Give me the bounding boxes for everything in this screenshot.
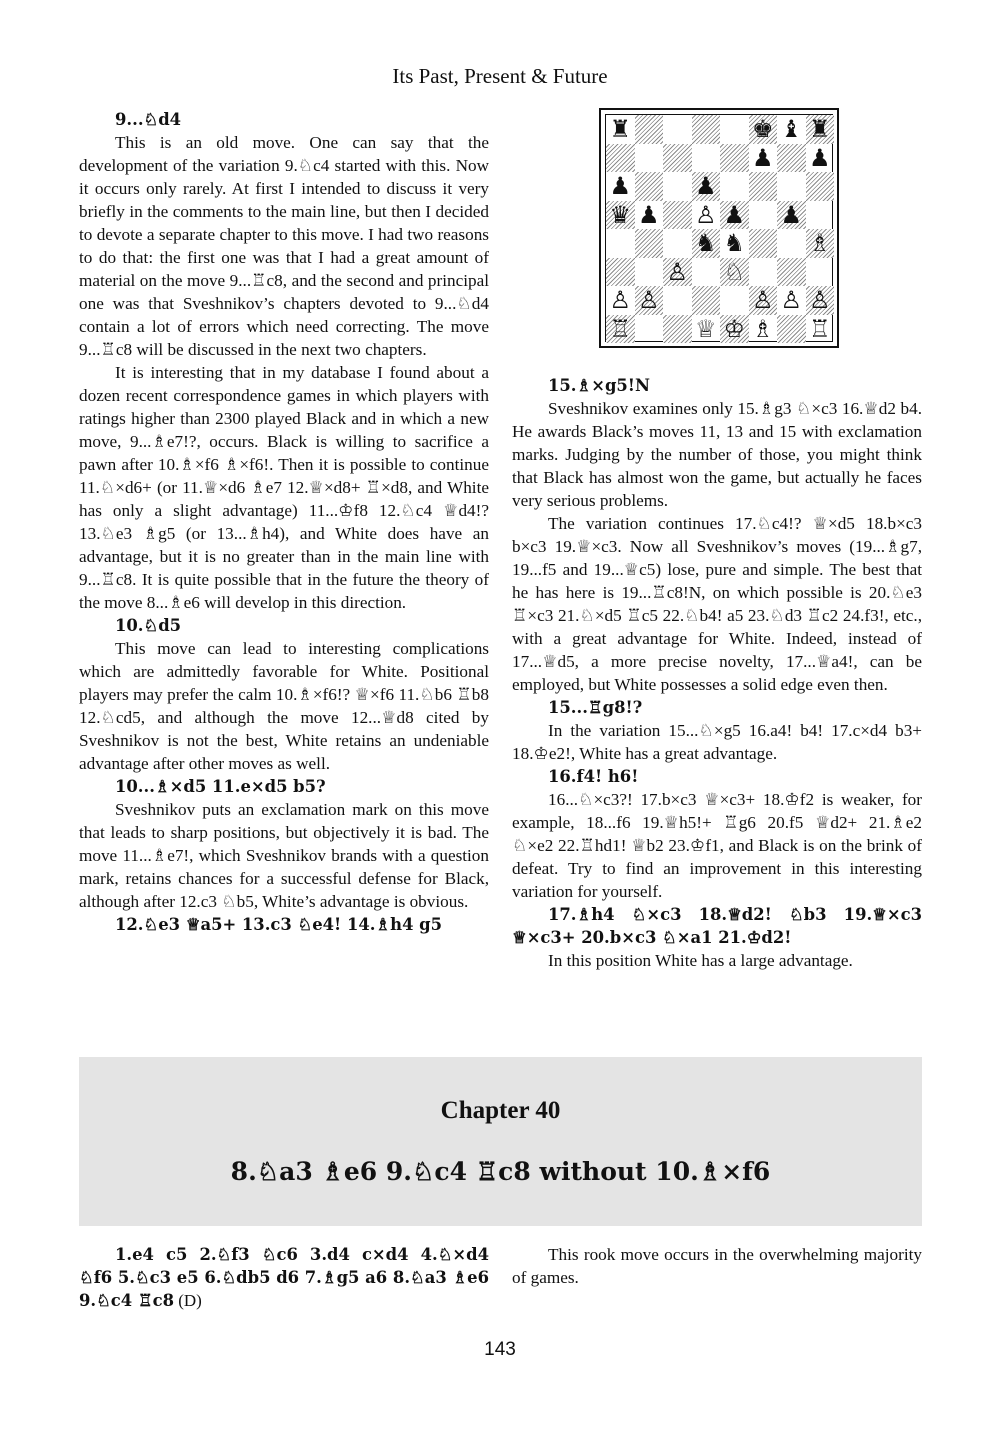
move-heading: 9...♘d4: [115, 110, 182, 129]
board-square: [720, 115, 749, 144]
board-square: [635, 286, 664, 315]
board-square: [635, 115, 664, 144]
board-square: [806, 229, 835, 258]
chess-piece: ♙: [751, 286, 774, 315]
board-square: [806, 115, 835, 144]
move-heading: 15.♗×g5!N: [548, 376, 650, 395]
board-square: [663, 315, 692, 344]
commentary-paragraph: Sveshnikov puts an exclamation mark on this move that leads to sharp positions, but objectively it is bad. The move 11...♗e7!, which Sveshnikov brands with a question mark, retains chances for a successful defense for Black, although after 12.c3 ♘b5, White’s advantage is obvious.: [79, 800, 489, 911]
chess-piece: ♙: [780, 286, 802, 315]
chess-piece: ♞: [694, 229, 717, 258]
chapter-intro: [512, 1243, 922, 1289]
chess-diagram: [599, 108, 839, 348]
commentary-paragraph: This is an old move. One can say that the development of the variation 9.♘c4 started with this. Now it occurs only rarely. At first I intended to discuss it very briefly in the comments to the main line, but then I decided to devote a separate chapter to this move. I had two reasons to do that: the first one was that I had a great amount of material on the move 9...♖c8, and the second and principal one was that Sveshnikov’s chapters devoted to 9...♘d4 contain a lot of errors which need correcting. The move 9...♖c8 will be discussed in the next two chapters.: [79, 133, 489, 359]
chess-piece: ♜: [808, 115, 831, 144]
chess-board: [605, 114, 833, 342]
board-square: [749, 172, 778, 201]
chapter-title: 8.♘a3 ♗e6 9.♘c4 ♖c8 without 10.♗×f6: [230, 1157, 771, 1186]
board-square: [749, 286, 778, 315]
board-square: [749, 229, 778, 258]
board-square: [606, 315, 635, 344]
board-square: [692, 286, 721, 315]
board-square: [777, 172, 806, 201]
chess-piece: ♙: [808, 286, 831, 315]
board-square: [663, 115, 692, 144]
board-square: [663, 258, 692, 287]
board-square: [777, 315, 806, 344]
board-square: [663, 144, 692, 173]
board-square: [663, 201, 692, 230]
chapter-label: Chapter 40: [440, 1097, 561, 1124]
move-heading: 17.♗h4 ♘×c3 18.♕d2! ♘b3 19.♕×c3 ♕×c3+ 20.b×c3 ♘×a1 21.♔d2!: [512, 905, 922, 947]
board-square: [777, 258, 806, 287]
board-square: [692, 229, 721, 258]
board-square: [720, 172, 749, 201]
running-head: Its Past, Present & Future: [392, 64, 608, 88]
board-square: [720, 258, 749, 287]
board-square: [749, 144, 778, 173]
board-square: [606, 172, 635, 201]
commentary-paragraph: The variation continues 17.♘c4!? ♕×d5 18.b×c3 b×c3 19.♕×c3. Now all Sveshnikov’s moves (19...♗g7, 19...f5 and 19...♕c5) lose, pure and simple. The best that he has here is 19...♖c8!N, on which possible is 20.♘e3 ♖×c3 21.♘×d5 ♖c5 22.♘b4! a5 23.♘d3 ♖c2 24.f3!, etc., with a great advantage for White. Indeed, instead of 17...♕d5, a more precise novelty, 17...♕a4!, can be employed, but White possesses a solid edge even then.: [512, 514, 922, 694]
chess-piece: ♔: [723, 314, 745, 343]
board-square: [806, 286, 835, 315]
commentary-paragraph: In this position White has a large advantage.: [548, 951, 853, 970]
chapter-heading-box: [79, 1057, 922, 1226]
chapter-intro-text: This rook move occurs in the overwhelming majority of games.: [512, 1245, 922, 1287]
board-square: [663, 286, 692, 315]
board-square: [777, 144, 806, 173]
board-square: [606, 115, 635, 144]
board-square: [606, 144, 635, 173]
board-square: [635, 315, 664, 344]
move-heading: 10.♘d5: [115, 616, 182, 635]
chess-piece: ♗: [751, 314, 774, 343]
page-number: 143: [484, 1339, 516, 1360]
chess-piece: ♙: [666, 257, 688, 286]
chess-piece: ♖: [808, 314, 831, 343]
commentary-paragraph: Sveshnikov examines only 15.♗g3 ♘×c3 16.♕d2 b4. He awards Black’s moves 11, 13 and 15 with exclamation marks. Judging by the number of those, you might think that Black has almost won the game, but actually he faces very serious problems.: [512, 399, 922, 510]
board-square: [692, 201, 721, 230]
board-square: [663, 172, 692, 201]
board-square: [806, 315, 835, 344]
board-square: [635, 258, 664, 287]
move-heading: 15...♖g8!?: [548, 698, 643, 717]
commentary-paragraph: In the variation 15...♘×g5 16.a4! b4! 17.c×d4 b3+ 18.♔e2!, White has a great advantage.: [512, 721, 922, 763]
board-square: [606, 229, 635, 258]
board-square: [635, 144, 664, 173]
board-square: [606, 201, 635, 230]
board-square: [692, 258, 721, 287]
move-heading: 12.♘e3 ♕a5+ 13.c3 ♘e4! 14.♗h4 g5: [115, 915, 443, 934]
board-square: [720, 315, 749, 344]
chess-piece: ♙: [609, 286, 631, 315]
commentary-paragraph: It is interesting that in my database I found about a dozen recent correspondence games in which players with ratings higher than 2300 played Black and in which a new move, 9...♗e7!?, occurs. Black is willing to sacrifice a pawn after 10.♗×f6 ♗×f6!. Then it is possible to continue 11.♘×d6+ (or 11.♕×d6 ♗e7 12.♕×d8+ ♖×d8, and White has only a slight advantage) 11...♔f8 12.♘c4 ♕d4!? 13.♘e3 ♗g5 (or 13...♗h4), and White does have an advantage, but it is no greater than in the main line with 9...♖c8. It is quite possible that in the future the theory of the move 8...♗e6 will develop in this direction.: [79, 363, 489, 612]
board-square: [720, 201, 749, 230]
chess-piece: ♟: [637, 200, 660, 229]
board-square: [806, 258, 835, 287]
left-column: [79, 108, 489, 936]
chess-piece: ♙: [694, 200, 717, 229]
board-square: [720, 286, 749, 315]
board-square: [777, 201, 806, 230]
board-square: [720, 229, 749, 258]
right-column: [512, 374, 922, 972]
board-square: [777, 115, 806, 144]
diagram-marker: (D): [173, 1291, 202, 1310]
board-square: [806, 201, 835, 230]
board-square: [692, 144, 721, 173]
chess-piece: ♟: [780, 200, 802, 229]
board-square: [806, 172, 835, 201]
chess-piece: ♛: [609, 200, 631, 229]
move-heading: 10...♗×d5 11.e×d5 b5?: [115, 777, 326, 796]
commentary-paragraph: This move can lead to interesting complications which are admittedly favorable for White. Positional players may prefer the calm 10.♗×f6!? ♕×f6 11.♘b6 ♖b8 12.♘cd5, and although the move 12...♕d8 cited by Sveshnikov is not the best, White retains an undeniable advantage after other moves as well.: [79, 639, 489, 773]
chess-piece: ♘: [723, 257, 745, 286]
chess-piece: ♙: [637, 286, 660, 315]
board-square: [635, 172, 664, 201]
chess-piece: ♟: [751, 143, 774, 172]
board-square: [606, 286, 635, 315]
chess-piece: ♟: [723, 200, 745, 229]
chess-piece: ♟: [694, 172, 717, 201]
board-square: [749, 115, 778, 144]
board-square: [692, 115, 721, 144]
board-square: [692, 315, 721, 344]
move-heading: 16.f4! h6!: [548, 767, 639, 786]
board-square: [749, 315, 778, 344]
board-square: [663, 229, 692, 258]
chess-piece: ♚: [751, 115, 774, 144]
chess-piece: ♖: [609, 314, 631, 343]
board-square: [606, 258, 635, 287]
chess-piece: ♝: [780, 115, 802, 144]
board-square: [692, 172, 721, 201]
board-square: [777, 229, 806, 258]
chess-piece: ♞: [723, 229, 745, 258]
chess-piece: ♗: [808, 229, 831, 258]
chess-piece: ♜: [609, 115, 631, 144]
board-square: [749, 258, 778, 287]
board-square: [777, 286, 806, 315]
board-square: [635, 229, 664, 258]
board-square: [635, 201, 664, 230]
chess-piece: ♕: [694, 314, 717, 343]
opening-moves-text: 1.e4 c5 2.♘f3 ♘c6 3.d4 c×d4 4.♘×d4 ♘f6 5.♘c3 e5 6.♘db5 d6 7.♗g5 a6 8.♘a3 ♗e6 9.♘c4 ♖c8: [79, 1245, 489, 1310]
board-square: [720, 144, 749, 173]
chess-piece: ♟: [808, 143, 831, 172]
chess-piece: ♟: [609, 172, 631, 201]
opening-moves: [79, 1243, 489, 1312]
board-square: [806, 144, 835, 173]
commentary-paragraph: 16...♘×c3?! 17.b×c3 ♕×c3+ 18.♔f2 is weaker, for example, 18...f6 19.♕h5!+ ♖g6 20.f5 ♕d2+ 21.♗e2 ♘×e2 22.♖hd1! ♕b2 23.♔f1, and Black is on the brink of defeat. Try to find an improvement in this interesting variation for yourself.: [512, 790, 922, 901]
board-square: [749, 201, 778, 230]
